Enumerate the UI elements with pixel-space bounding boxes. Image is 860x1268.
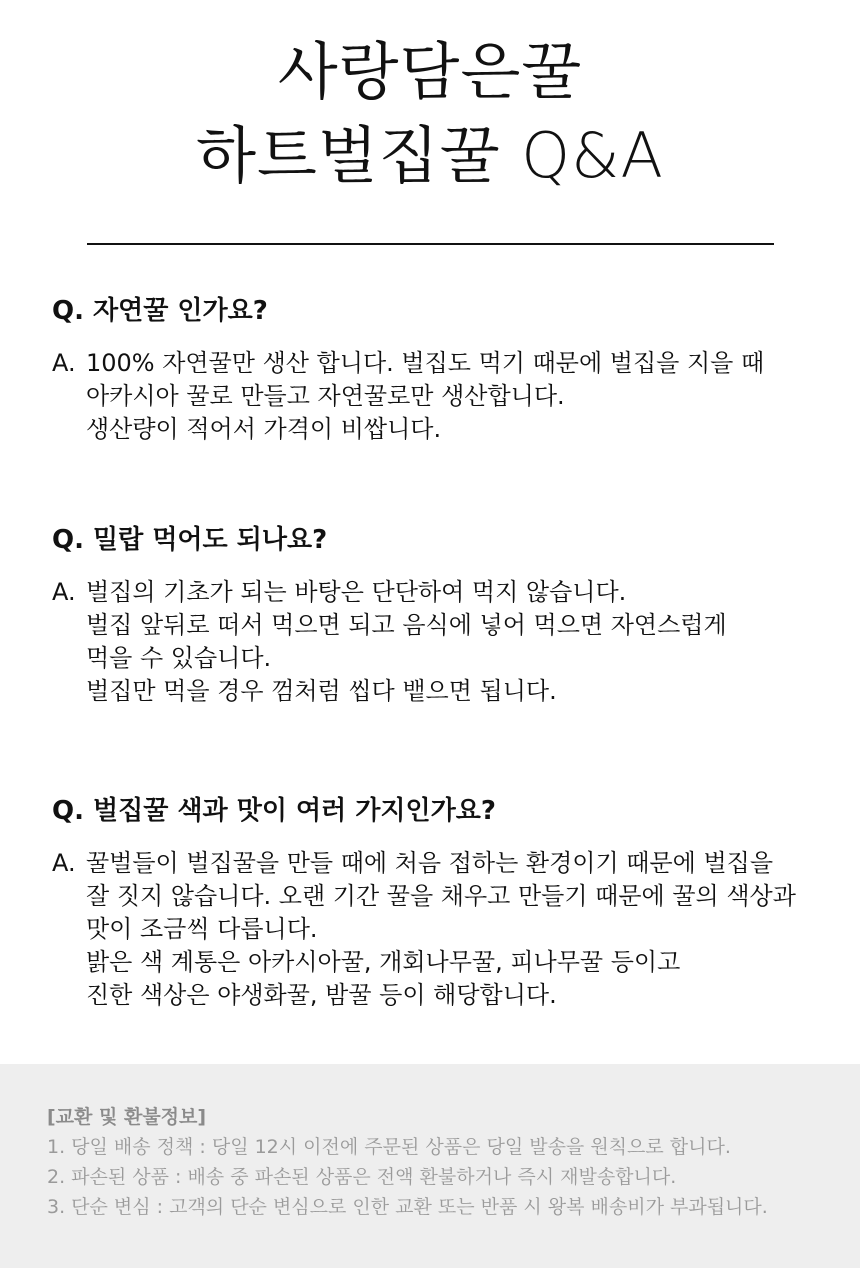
answer-2-prefix: A. [52, 578, 76, 606]
question-2: Q. 밀랍 먹어도 되나요? [52, 525, 328, 555]
answer-3-prefix: A. [52, 849, 76, 877]
question-3: Q. 벌집꿀 색과 맛이 여러 가지인가요? [52, 796, 496, 826]
answer-2-line: 벌집만 먹을 경우 껌처럼 씹다 뱉으면 됩니다. [86, 677, 557, 705]
answer-3 [52, 847, 842, 1012]
answer-1-line: 아카시아 꿀로 만들고 자연꿀로만 생산합니다. [86, 382, 565, 410]
answer-1-line: 생산량이 적어서 가격이 비쌉니다. [86, 415, 442, 443]
answer-3-line: 맛이 조금씩 다릅니다. [86, 915, 318, 943]
refund-info-footer [0, 1064, 860, 1268]
answer-1-prefix: A. [52, 349, 76, 377]
refund-info-heading: [교환 및 환불정보] [47, 1106, 207, 1128]
header-divider [87, 243, 774, 245]
qa-item-2 [52, 522, 842, 708]
page-title-line2: 하트벌집꿀 Q&A [196, 119, 664, 192]
answer-2-line: 벌집 앞뒤로 떠서 먹으면 되고 음식에 넣어 먹으면 자연스럽게 [86, 611, 727, 639]
page-title-line1: 사랑담은꿀 [277, 35, 583, 108]
answer-2-line: 먹을 수 있습니다. [86, 644, 272, 672]
question-1: Q. 자연꿀 인가요? [52, 296, 268, 326]
page-header [0, 30, 860, 198]
answer-1 [52, 347, 842, 446]
answer-3-line: 잘 짓지 않습니다. 오랜 기간 꿀을 채우고 만들기 때문에 꿀의 색상과 [86, 882, 796, 910]
refund-info-content [47, 1102, 768, 1222]
answer-2 [52, 576, 842, 708]
answer-2-line: 벌집의 기초가 되는 바탕은 단단하여 먹지 않습니다. [86, 578, 627, 606]
answer-3-line: 진한 색상은 야생화꿀, 밤꿀 등이 해당합니다. [86, 981, 557, 1009]
qa-item-1 [52, 293, 842, 446]
answer-1-line: 100% 자연꿀만 생산 합니다. 벌집도 먹기 때문에 벌집을 지을 때 [86, 349, 765, 377]
refund-info-line: 1. 당일 배송 정책 : 당일 12시 이전에 주문된 상품은 당일 발송을 원칙으로 합니다. [47, 1136, 731, 1158]
refund-info-line: 3. 단순 변심 : 고객의 단순 변심으로 인한 교환 또는 반품 시 왕복 배송비가 부과됩니다. [47, 1196, 768, 1218]
answer-3-line: 밝은 색 계통은 아카시아꿀, 개회나무꿀, 피나무꿀 등이고 [86, 948, 681, 976]
refund-info-line: 2. 파손된 상품 : 배송 중 파손된 상품은 전액 환불하거나 즉시 재발송합니다. [47, 1166, 677, 1188]
qa-item-3 [52, 793, 842, 1012]
answer-3-line: 꿀벌들이 벌집꿀을 만들 때에 처음 접하는 환경이기 때문에 벌집을 [86, 849, 773, 877]
